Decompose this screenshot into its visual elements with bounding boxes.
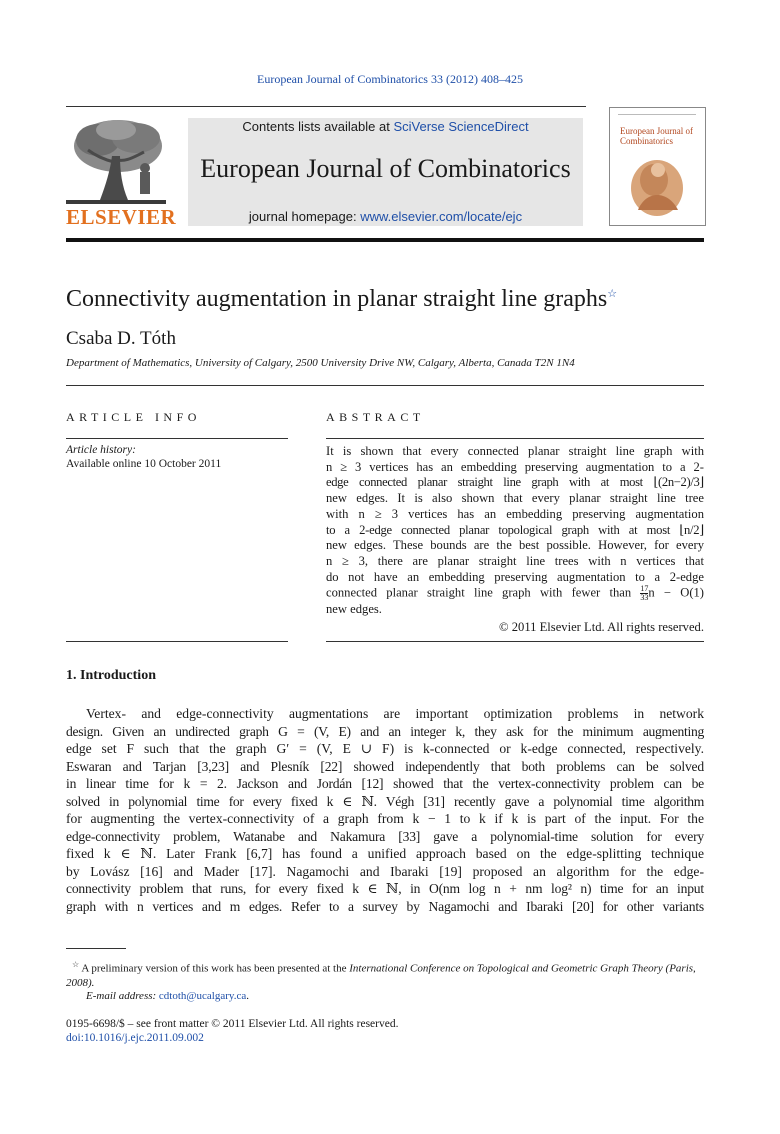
body-line: design. Given an undirected graph G = (V, E) and an integer k, they ask for the minimum augmenting bbox=[66, 723, 704, 739]
journal-citation[interactable]: European Journal of Combinatorics 33 (2012) 408–425 bbox=[257, 72, 523, 86]
abstract-line: n ≥ 3, there are planar straight line trees with n vertices that bbox=[326, 553, 704, 568]
article-title-text: Connectivity augmentation in planar straight line graphs bbox=[66, 286, 608, 312]
footnote-mark: ☆ bbox=[72, 960, 80, 969]
abstract-line-with-fraction bbox=[326, 585, 704, 602]
cover-illustration bbox=[624, 150, 690, 218]
contents-line bbox=[188, 119, 583, 134]
email-label: E-mail address: bbox=[86, 990, 159, 1002]
abstract-line: new edges. It is also shown that every planar straight line tree bbox=[326, 491, 704, 506]
abstract-line: new edges. These bounds are the best possible. However, for every bbox=[326, 538, 704, 553]
title-separator-rule bbox=[66, 385, 704, 386]
body-line: connectivity problem that runs, for every fixed k ∈ ℕ, in O(nm log n + nm log² n) time for an input bbox=[66, 881, 704, 896]
abstract-copyright: © 2011 Elsevier Ltd. All rights reserved. bbox=[499, 620, 704, 634]
abstract-line-10-text: connected planar straight line graph with fewer than bbox=[326, 585, 632, 600]
body-line: for augmenting the vertex-connectivity of a graph from k − 1 to k if k is part of the input. For the bbox=[66, 811, 704, 826]
elsevier-wordmark: ELSEVIER bbox=[66, 205, 177, 229]
abstract-line: to a 2-edge connected planar topological graph with at most ⌊n/2⌋ bbox=[326, 522, 704, 537]
journal-name: European Journal of Combinatorics bbox=[200, 154, 571, 183]
article-info-bottom-rule bbox=[66, 641, 288, 642]
sciencedirect-link[interactable]: SciVerse ScienceDirect bbox=[393, 119, 529, 134]
body-line: solved in polynomial time for every fixed k ∈ ℕ. Végh [31] recently gave a polynomial time algorithm bbox=[66, 793, 704, 809]
issn-line: 0195-6698/$ – see front matter © 2011 Elsevier Ltd. All rights reserved. bbox=[66, 1018, 399, 1030]
email-link[interactable]: cdtoth@ucalgary.ca bbox=[158, 990, 247, 1002]
footnote-conference: International Conference on Topological and Geometric Graph Theory (Paris, 2008). bbox=[66, 962, 696, 989]
article-title bbox=[66, 286, 617, 313]
email-suffix: . bbox=[246, 990, 249, 1002]
cover-top-rule bbox=[618, 114, 696, 115]
body-line: edge set F such that the graph G′ = (V, E ∪ F) is k-connected or k-edge connected, respectively. bbox=[66, 741, 704, 756]
homepage-link[interactable]: www.elsevier.com/locate/ejc bbox=[360, 209, 523, 224]
article-info-heading: ARTICLE INFO bbox=[66, 410, 201, 424]
homepage-prefix: journal homepage: bbox=[248, 209, 361, 224]
author-affiliation: Department of Mathematics, University of Calgary, 2500 University Drive NW, Calgary, Alberta, Canada T2N 1N4 bbox=[66, 357, 575, 369]
footnote-rule bbox=[66, 948, 126, 949]
homepage-line bbox=[188, 209, 583, 224]
article-history-value: Available online 10 October 2011 bbox=[66, 458, 222, 470]
article-info-top-rule bbox=[66, 438, 288, 439]
elsevier-tree-logo bbox=[66, 116, 166, 204]
body-line: graph with n vertices and m edges. Refer to a survey by Nagamochi and Ibaraki [20] for other variants bbox=[66, 898, 704, 914]
abstract-line: with n ≥ 3 vertices has an embedding preserving augmentation bbox=[326, 506, 704, 521]
body-line: Eswaran and Tarjan [3,23] and Plesník [22] showed independently that both problems can be solved bbox=[66, 758, 704, 774]
abstract-line-10-tail: n − O(1) bbox=[648, 585, 704, 600]
body-line: in linear time for k = 2. Jackson and Jordán [12] showed that the vertex-connectivity problem can be bbox=[66, 776, 704, 791]
footnote-email bbox=[86, 989, 686, 1003]
contents-prefix: Contents lists available at bbox=[242, 119, 394, 134]
fraction-numerator: 17 bbox=[640, 584, 649, 594]
introduction-body bbox=[66, 705, 704, 915]
abstract-line: edge connected planar straight line graph with at most ⌊(2n−2)/3⌋ bbox=[326, 475, 704, 490]
fraction-denominator: 33 bbox=[640, 593, 649, 603]
abstract-top-rule bbox=[326, 438, 704, 439]
header-top-rule bbox=[66, 106, 586, 107]
journal-cover-thumbnail[interactable] bbox=[609, 107, 706, 226]
header-bottom-rule bbox=[66, 238, 704, 242]
abstract-heading: ABSTRACT bbox=[326, 410, 425, 424]
abstract-bottom-rule bbox=[326, 641, 704, 642]
footnote-text bbox=[66, 958, 704, 990]
abstract-text bbox=[326, 444, 704, 618]
cover-title: European Journal of Combinatorics bbox=[620, 126, 693, 146]
section-heading-introduction: 1. Introduction bbox=[66, 668, 156, 683]
doi-link[interactable]: doi:10.1016/j.ejc.2011.09.002 bbox=[66, 1032, 204, 1044]
author-name: Csaba D. Tóth bbox=[66, 328, 176, 349]
abstract-line: It is shown that every connected planar straight line graph with bbox=[326, 444, 704, 458]
body-line: edge-connectivity problem, Watanabe and Nakamura [33] gave a polynomial-time solution for every bbox=[66, 828, 704, 844]
body-line: by Lovász [16] and Mader [17]. Nagamochi and Ibaraki [19] proposed an algorithm for the edge- bbox=[66, 863, 704, 879]
article-history-label: Article history: bbox=[66, 444, 136, 456]
body-line: fixed k ∈ ℕ. Later Frank [6,7] has found a unified approach based on the edge-splitting technique bbox=[66, 846, 704, 861]
abstract-line: do not have an embedding preserving augmentation to a 2-edge bbox=[326, 569, 704, 584]
footnote-prefix: A preliminary version of this work has been presented at the bbox=[81, 962, 350, 975]
body-line: Vertex- and edge-connectivity augmentations are important optimization problems in network bbox=[86, 706, 704, 721]
title-footnote-mark[interactable]: ☆ bbox=[607, 288, 618, 300]
abstract-line: new edges. bbox=[326, 602, 382, 617]
abstract-line: n ≥ 3 vertices has an embedding preserving augmentation to a 2- bbox=[326, 459, 704, 474]
